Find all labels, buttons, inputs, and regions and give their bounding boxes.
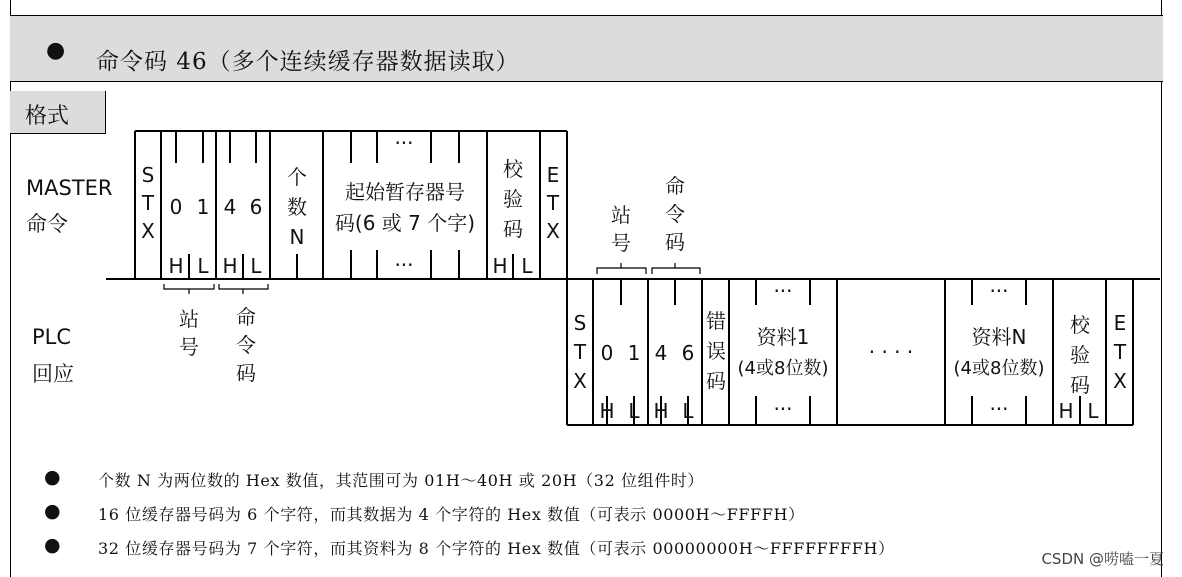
master-station-h: H	[168, 254, 184, 278]
plc-dataN-line1: 资料N	[971, 325, 1027, 349]
format-tab-label: 格式	[25, 104, 70, 129]
plc-dataN-dots-top: ···	[989, 279, 1009, 303]
note-bullet: ●	[44, 500, 61, 522]
plc-command-h: H	[653, 399, 669, 423]
master-checksum-char1: 校	[503, 157, 523, 181]
master-checksum-h: H	[492, 254, 508, 278]
master-sub-label: 命令	[26, 212, 68, 236]
plc-error-char1: 错	[706, 309, 726, 333]
master-command-label-2: 令	[236, 333, 256, 357]
master-command-l: L	[250, 254, 262, 278]
title-bullet: ●	[46, 38, 66, 63]
plc-checksum-char3: 码	[1070, 373, 1090, 397]
master-command-digit-l: 6	[249, 195, 263, 219]
page-title: 命令码 46（多个连续缓存器数据读取）	[96, 49, 520, 75]
plc-data1-line2: (4或8位数)	[737, 358, 829, 379]
plc-stx-t: T	[573, 340, 587, 364]
plc-label: PLC	[32, 325, 72, 349]
master-station-label-1: 站	[179, 307, 199, 331]
master-startreg-line1: 起始暂存器号	[345, 180, 465, 204]
master-etx-t: T	[546, 191, 560, 215]
plc-checksum-char2: 验	[1070, 343, 1090, 367]
plc-stx-s: S	[573, 311, 587, 335]
plc-dataN-dots-bottom: ···	[989, 397, 1009, 421]
note-bullet: ●	[44, 534, 61, 556]
master-station-brace	[164, 284, 214, 294]
master-command-label-1: 命	[236, 305, 256, 329]
plc-station-label-1: 站	[611, 203, 631, 227]
plc-station-brace	[597, 263, 646, 274]
master-etx-x: X	[546, 219, 560, 243]
master-stx-t: T	[141, 191, 155, 215]
master-command-h: H	[222, 254, 238, 278]
master-command-brace	[219, 284, 268, 294]
master-command-label-3: 码	[236, 361, 256, 385]
plc-sub-label: 回应	[32, 362, 74, 386]
plc-dataN-line2: (4或8位数)	[953, 358, 1045, 379]
plc-error-char2: 误	[706, 339, 726, 363]
note-text: 16 位缓存器号码为 6 个字符，而其数据为 4 个字符的 Hex 数值（可表示 0000H～FFFFH）	[98, 505, 805, 524]
plc-station-l: L	[628, 399, 640, 423]
master-label: MASTER	[26, 176, 113, 200]
plc-etx-e: E	[1113, 311, 1127, 335]
plc-etx-t: T	[1113, 340, 1127, 364]
plc-data1-dots-bottom: ···	[773, 397, 793, 421]
master-station-digit-h: 0	[169, 195, 183, 219]
master-startreg-dots-bottom: ···	[394, 253, 414, 277]
plc-command-label-3: 码	[665, 230, 685, 254]
master-station-digit-l: 1	[196, 195, 210, 219]
plc-station-label-2: 号	[611, 231, 631, 255]
master-count-char1: 个	[287, 165, 307, 189]
plc-data1-line1: 资料1	[756, 325, 810, 349]
note-text: 个数 N 为两位数的 Hex 数值，其范围可为 01H～40H 或 20H（32 位组件时）	[98, 471, 705, 490]
master-startreg-line2: 码(6 或 7 个字)	[334, 211, 476, 235]
note-text: 32 位缓存器号码为 7 个字符，而其资料为 8 个字符的 Hex 数值（可表示 00000000H～FFFFFFFFH）	[98, 539, 895, 558]
plc-station-digit-l: 1	[627, 341, 641, 365]
plc-ellipsis: · · · ·	[868, 340, 914, 364]
plc-command-l: L	[682, 399, 694, 423]
plc-command-label-2: 令	[665, 202, 685, 226]
master-stx-s: S	[141, 163, 155, 187]
master-startreg-dots-top: ···	[394, 131, 414, 155]
master-checksum-l: L	[521, 254, 533, 278]
plc-command-digit-l: 6	[681, 341, 695, 365]
plc-checksum-char1: 校	[1070, 313, 1090, 337]
plc-stx-x: X	[573, 369, 587, 393]
master-count-char2: 数	[287, 195, 307, 219]
plc-station-h: H	[599, 399, 615, 423]
master-station-l: L	[197, 254, 209, 278]
plc-command-brace	[652, 263, 700, 274]
master-checksum-char2: 验	[503, 187, 523, 211]
plc-etx-x: X	[1113, 369, 1127, 393]
master-count-n: N	[289, 225, 305, 249]
note-bullet: ●	[44, 466, 61, 488]
master-etx-e: E	[546, 163, 560, 187]
plc-checksum-h: H	[1058, 399, 1074, 423]
master-checksum-char3: 码	[503, 217, 523, 241]
master-station-label-2: 号	[179, 335, 199, 359]
master-stx-x: X	[141, 219, 155, 243]
plc-data1-dots-top: ···	[773, 279, 793, 303]
plc-command-label-1: 命	[665, 174, 685, 198]
plc-command-digit-h: 4	[654, 341, 668, 365]
watermark: CSDN @唠嗑一夏	[1041, 550, 1164, 568]
plc-station-digit-h: 0	[600, 341, 614, 365]
master-command-digit-h: 4	[223, 195, 237, 219]
plc-checksum-l: L	[1087, 399, 1099, 423]
plc-error-char3: 码	[706, 369, 726, 393]
